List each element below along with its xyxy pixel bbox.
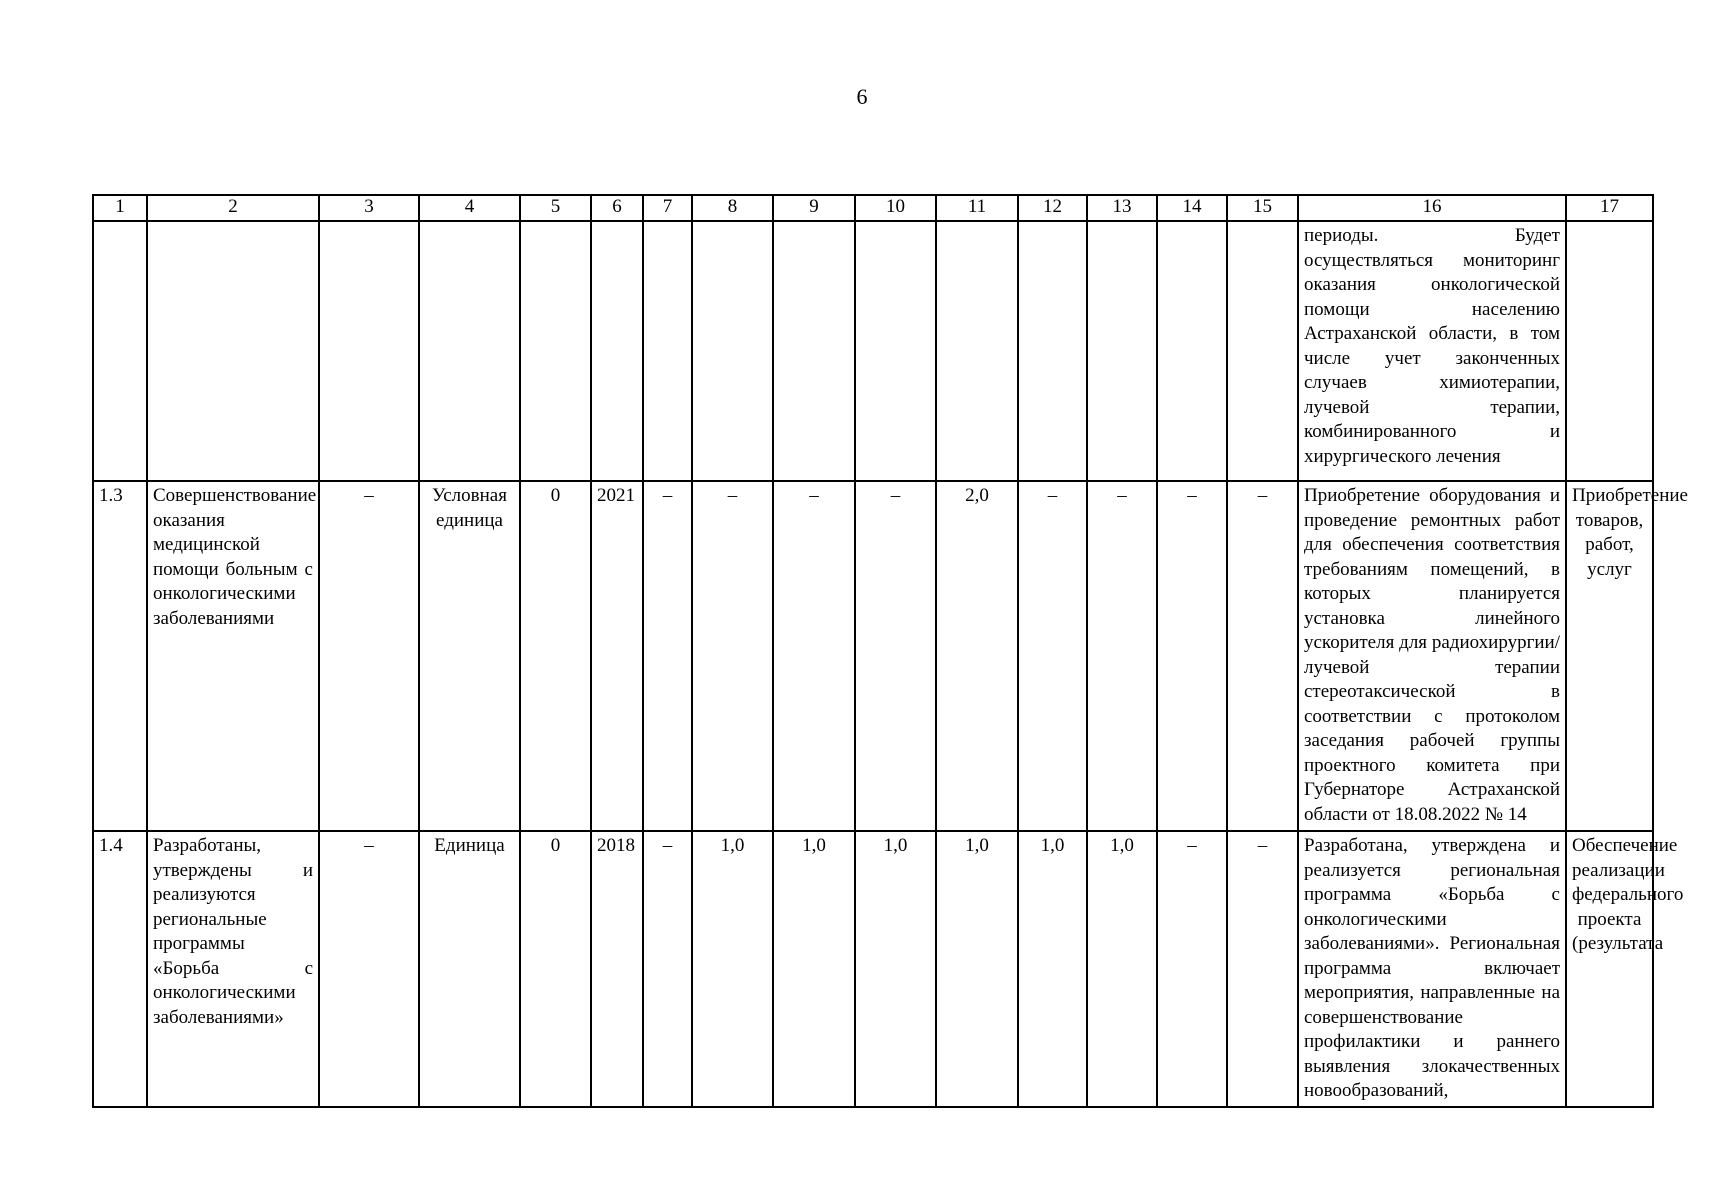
- cell-year-value: –: [773, 481, 855, 831]
- header-cell: 9: [773, 195, 855, 221]
- cell-year-value: [1087, 221, 1157, 481]
- cell-year-value: 1,0: [1087, 831, 1157, 1107]
- cell-year-value: –: [1087, 481, 1157, 831]
- header-cell: 17: [1566, 195, 1653, 221]
- header-cell: 11: [936, 195, 1018, 221]
- cell-year-value: –: [1157, 831, 1227, 1107]
- cell-description: Приобретение оборудования и проведение ремонтных работ для обеспечения соответствия требованиям помещений, в которых планируется установка линейного ускорителя для радиохирургии/лучевой терапии стереотаксической в соответствии с протоколом заседания рабочей группы проектного комитета при Губернаторе Астраханской области от 18.08.2022 № 14: [1298, 481, 1566, 831]
- cell-year-value: 1,0: [855, 831, 936, 1107]
- cell-col3: –: [319, 481, 419, 831]
- cell-year-value: 1,0: [936, 831, 1018, 1107]
- cell-col3: [319, 221, 419, 481]
- cell-number: 1.4: [93, 831, 147, 1107]
- table-row: [93, 481, 1653, 831]
- cell-base-year: [591, 221, 643, 481]
- cell-year-value: 1,0: [1018, 831, 1087, 1107]
- cell-name: Разработаны, утверждены и реализуются региональные программы «Борьба с онкологическими заболеваниями»: [147, 831, 319, 1107]
- header-cell: 15: [1227, 195, 1298, 221]
- cell-year-value: 1,0: [773, 831, 855, 1107]
- header-cell: 8: [692, 195, 773, 221]
- table-row: [93, 221, 1653, 481]
- header-cell: 5: [520, 195, 591, 221]
- cell-year-value: [1227, 221, 1298, 481]
- header-cell: 16: [1298, 195, 1566, 221]
- cell-number: [93, 221, 147, 481]
- cell-name: [147, 221, 319, 481]
- cell-year-value: –: [1018, 481, 1087, 831]
- cell-year-value: [1157, 221, 1227, 481]
- cell-base-year: 2018: [591, 831, 643, 1107]
- cell-year-value: [1018, 221, 1087, 481]
- cell-year-value: [643, 221, 692, 481]
- cell-unit: [419, 221, 520, 481]
- cell-description: Разработана, утверждена и реализуется региональная программа «Борьба с онкологическими заболеваниями». Региональная программа включает мероприятия, направленные на совершенствование профилактики и раннего выявления злокачественных новообразований,: [1298, 831, 1566, 1107]
- cell-description: периоды. Будет осуществляться мониторинг оказания онкологической помощи населению Астраханской области, в том числе учет законченных случаев химиотерапии, лучевой терапии, комбинированного и хирургического лечения: [1298, 221, 1566, 481]
- table-row: [93, 831, 1653, 1107]
- cell-type: Приобретение товаров, работ, услуг: [1566, 481, 1653, 831]
- cell-year-value: –: [1227, 481, 1298, 831]
- cell-year-value: –: [643, 831, 692, 1107]
- header-cell: 6: [591, 195, 643, 221]
- cell-year-value: –: [692, 481, 773, 831]
- header-cell: 14: [1157, 195, 1227, 221]
- header-cell: 4: [419, 195, 520, 221]
- cell-year-value: –: [1157, 481, 1227, 831]
- cell-year-value: [773, 221, 855, 481]
- header-row: [93, 195, 1653, 221]
- cell-unit: Условная единица: [419, 481, 520, 831]
- cell-year-value: –: [643, 481, 692, 831]
- header-cell: 13: [1087, 195, 1157, 221]
- cell-base-year: 2021: [591, 481, 643, 831]
- cell-year-value: [936, 221, 1018, 481]
- header-cell: 7: [643, 195, 692, 221]
- cell-type: Обеспечение реализации федерального проекта (результата: [1566, 831, 1653, 1107]
- cell-name: Совершенствование оказания медицинской помощи больным с онкологическими заболеваниями: [147, 481, 319, 831]
- header-cell: 3: [319, 195, 419, 221]
- cell-col3: –: [319, 831, 419, 1107]
- cell-number: 1.3: [93, 481, 147, 831]
- cell-year-value: –: [1227, 831, 1298, 1107]
- cell-unit: Единица: [419, 831, 520, 1107]
- cell-year-value: [692, 221, 773, 481]
- header-cell: 10: [855, 195, 936, 221]
- header-cell: 2: [147, 195, 319, 221]
- cell-type: [1566, 221, 1653, 481]
- cell-year-value: –: [855, 481, 936, 831]
- cell-base-value: 0: [520, 481, 591, 831]
- cell-base-value: 0: [520, 831, 591, 1107]
- cell-year-value: 1,0: [692, 831, 773, 1107]
- header-cell: 1: [93, 195, 147, 221]
- page-number: 6: [856, 84, 868, 109]
- header-cell: 12: [1018, 195, 1087, 221]
- data-table: [92, 194, 1688, 1108]
- cell-year-value: 2,0: [936, 481, 1018, 831]
- cell-base-value: [520, 221, 591, 481]
- cell-year-value: [855, 221, 936, 481]
